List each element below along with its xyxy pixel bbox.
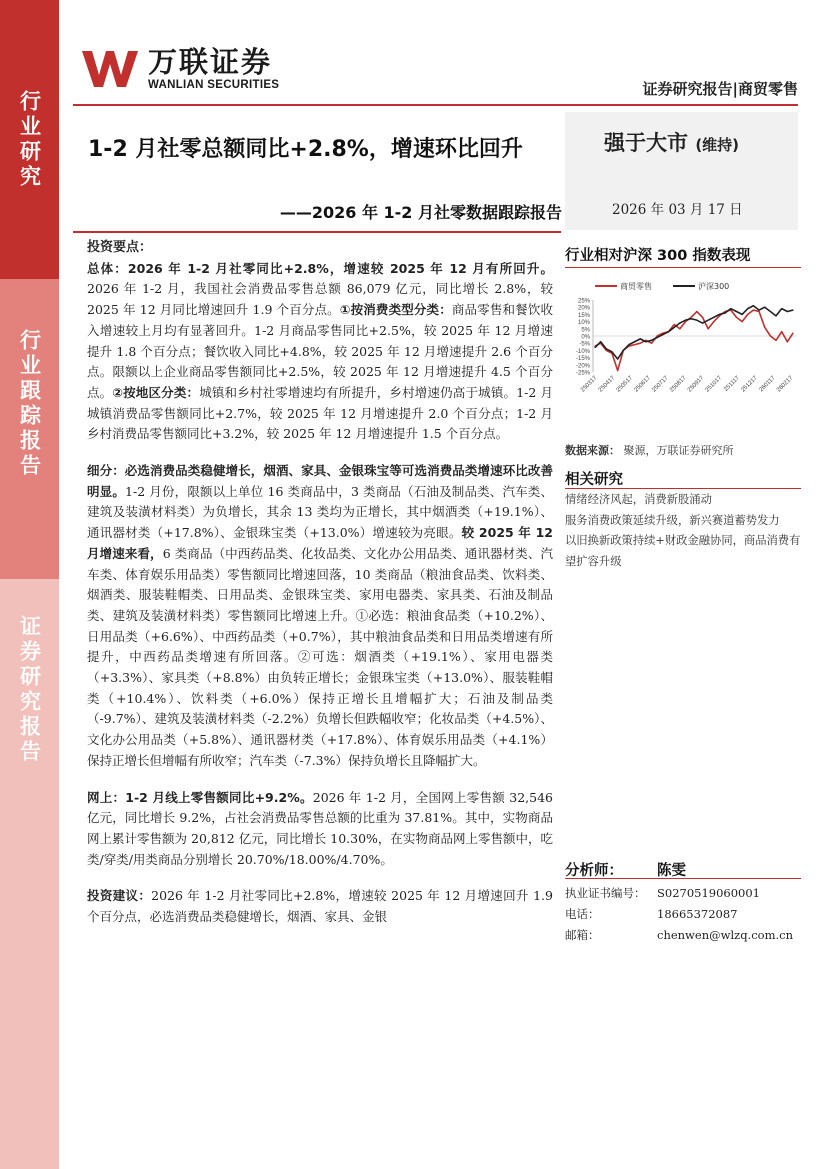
data-point — [781, 308, 782, 309]
y-tick-label: 25% — [577, 298, 590, 305]
data-point — [747, 308, 748, 309]
x-tick-label: 251017 — [704, 375, 724, 394]
y-tick-label: -25% — [575, 370, 590, 377]
x-tick-label: 250517 — [615, 375, 635, 394]
x-tick-label: 251217 — [740, 375, 759, 394]
paragraph-online — [87, 788, 553, 871]
email-address[interactable]: chenwen@wlzq.com.cn — [657, 927, 793, 942]
data-point — [674, 324, 675, 325]
x-tick-label: 250917 — [686, 375, 706, 394]
sidebar-band-label: 行业跟踪报告 — [17, 329, 42, 479]
analyst-label: 分析师： — [565, 862, 623, 879]
industry-rating — [604, 127, 739, 157]
logo-chinese-name: 万联证券 — [148, 45, 273, 79]
x-tick-label: 250417 — [597, 375, 617, 394]
related-item[interactable]: 服务消费政策延续升级，新兴赛道蓄势发力 — [565, 513, 780, 527]
online-lead: 网上：1-2 月线上零售额同比+9.2%。 — [87, 789, 313, 805]
x-tick-label: 260117 — [758, 375, 777, 394]
logo-english-name: WANLIAN SECURITIES — [148, 79, 280, 91]
data-point — [708, 320, 709, 321]
data-point — [640, 343, 641, 344]
y-tick-label: 20% — [577, 305, 590, 312]
x-axis — [580, 375, 795, 394]
y-tick-label: -10% — [575, 348, 590, 355]
rating-note: (维持) — [695, 136, 740, 154]
data-point — [679, 328, 680, 329]
paragraph-overall — [87, 259, 553, 445]
data-point — [651, 343, 652, 344]
data-point — [651, 340, 652, 341]
data-point — [736, 317, 737, 318]
related-divider — [565, 488, 801, 489]
data-point — [730, 308, 731, 309]
title-divider — [73, 231, 561, 233]
x-tick-label: 251117 — [723, 375, 741, 393]
index-performance-chart — [565, 272, 801, 432]
sidebar-band-securities-report — [0, 579, 59, 1169]
chart-source-text: 聚源，万联证券研究所 — [623, 444, 734, 457]
chart-title-divider — [565, 267, 801, 268]
report-date: 2026 年 03 月 17 日 — [612, 202, 743, 218]
segments-compare-lead: 较 2025 年 12 月增速来看， — [87, 525, 553, 561]
sidebar-band-label: 行业研究 — [17, 90, 42, 190]
paragraph-investment — [87, 886, 553, 927]
data-point — [770, 335, 771, 336]
data-point — [691, 317, 692, 318]
chart-source — [565, 442, 734, 458]
investment-lead: 投资建议： — [87, 888, 152, 904]
data-point — [719, 314, 720, 315]
data-point — [787, 341, 788, 342]
cert-number: S0270519060001 — [657, 885, 760, 900]
report-subtitle: ——2026 年 1-2 月社零数据跟踪报告 — [279, 203, 562, 222]
y-tick-label: -15% — [575, 356, 590, 363]
overall-text: 2026 年 1-2 月，我国社会消费品零售总额 86,079 亿元，同比增长 2.8%，较 2025 年 12 月同比增速回升 1.9 个百分点。 — [87, 281, 553, 318]
data-point — [674, 327, 675, 328]
data-point — [713, 321, 714, 322]
data-point — [713, 317, 714, 318]
key-points-heading: 投资要点： — [87, 240, 153, 255]
data-point — [611, 351, 612, 352]
email-label: 邮箱： — [565, 927, 600, 942]
data-point — [634, 344, 635, 345]
segments-text: 1-2 月份，限额以上单位 16 类商品中，3 类商品（石油及制品类、汽车类、建筑及装潢材料类）为负增长，其余 13 类均为正增长，其中烟酒类（+19.1%）、通讯器材类（+17.8%）、金银珠宝类（+13.0%）增速较为亮眼。 — [87, 483, 553, 541]
company-logo — [80, 47, 279, 91]
header-divider — [73, 104, 798, 106]
y-tick-label: 5% — [581, 327, 590, 334]
data-point — [770, 311, 771, 312]
data-point — [781, 331, 782, 332]
data-point — [741, 321, 742, 322]
data-point — [640, 338, 641, 339]
phone-number: 18665372087 — [657, 906, 738, 921]
consumption-type-lead: ①按消费类型分类： — [339, 302, 452, 318]
chart-title: 行业相对沪深 300 指数表现 — [565, 248, 751, 264]
analyst-block — [565, 856, 801, 945]
region-lead: ②按地区分类： — [112, 384, 200, 400]
related-item[interactable]: 以旧换新政策持续+财政金融协同，商品消费有望扩容升级 — [565, 534, 801, 568]
data-point — [668, 331, 669, 332]
segments-lead: 细分：必选消费品类稳健增长，烟酒、家具、金银珠宝等可选消费品类增速环比改善明显。 — [87, 463, 553, 499]
data-point — [634, 341, 635, 342]
data-point — [600, 341, 601, 342]
legend-label: 商贸零售 — [620, 282, 652, 291]
analyst-divider — [565, 878, 801, 879]
legend-label: 沪深300 — [698, 282, 730, 291]
data-point — [606, 348, 607, 349]
data-point — [702, 317, 703, 318]
analyst-name: 陈雯 — [657, 862, 686, 879]
y-tick-label: 10% — [577, 320, 590, 327]
consumption-type-text: 商品零售和餐饮收入增速较上月均有显著回升。1-2 月商品零售同比+2.5%，较 2025 年 12 月增速提升 1.8 个百分点；餐饮收入同比+4.8%，较 2025 年 12 月增速提升 2.6 个百分点。限额以上企业商品零售额同比+2.5%，较 2025 年 12 月增速提升 4.5 个百分点。 — [87, 302, 553, 400]
x-tick-label: 250717 — [651, 375, 670, 394]
data-point — [792, 309, 793, 310]
sidebar-band-tracking-report — [0, 279, 59, 579]
data-point — [657, 337, 658, 338]
main-body — [87, 238, 553, 928]
data-point — [645, 341, 646, 342]
y-tick-label: -5% — [579, 341, 590, 348]
data-point — [758, 309, 759, 310]
data-point — [617, 370, 618, 371]
rating-value: 强于大市 — [604, 131, 688, 155]
data-point — [775, 340, 776, 341]
data-point — [775, 315, 776, 316]
sidebar-band-label: 证券研究报告 — [17, 615, 42, 765]
sidebar-band-industry-research — [0, 0, 59, 279]
segments-compare-text: 6 类商品（中西药品类、化妆品类、文化办公用品类、通讯器材类、汽车类、体育娱乐用品类）零售额同比增速回落，10 类商品（粮油食品类、饮料类、烟酒类、服装鞋帽类、日用品类、金银珠宝类、家用电器类、家具类、石油及制品类、建筑及装潢材料类）零售额同比增速上升。①必选：粮油食品类（+10.2%）、日用品类（+6.6%）、中西药品类（+0.7%），其中粮油食品类和日用品类增速有所提升，中西药品类增速有所回落。②可选：烟酒类（+19.1%）、家用电器类（+3.3%）、家具类（+8.8%）由负转正增长；金银珠宝类（+13.0%）、服装鞋帽类（+10.4%）、饮料类（+6.0%）保持正增长且增幅扩大；石油及制品类（-9.7%）、建筑及装潢材料类（-2.2%）负增长但跌幅收窄；化妆品类（+4.5%）、文化办公用品类（+5.8%）、通讯器材类（+17.8%）、体育娱乐用品类（+4.1%）保持正增长但增幅有所收窄；汽车类（-7.3%）保持负增长且降幅扩大。 — [87, 545, 553, 768]
related-research-heading: 相关研究 — [565, 472, 623, 488]
data-point — [725, 312, 726, 313]
related-item[interactable]: 情绪经济风起，消费新股涌动 — [565, 493, 712, 506]
data-point — [753, 305, 754, 306]
y-axis — [576, 299, 797, 377]
data-point — [696, 320, 697, 321]
x-tick-label: 250817 — [669, 375, 688, 394]
data-point — [696, 311, 697, 312]
x-tick-label: 250617 — [633, 375, 652, 394]
data-point — [679, 322, 680, 323]
overall-lead: 总体：2026 年 1-2 月社零同比+2.8%，增速较 2025 年 12 月有所回升。 — [87, 260, 553, 276]
data-point — [764, 307, 765, 308]
data-point — [736, 311, 737, 312]
chart-source-label: 数据来源： — [565, 444, 620, 457]
report-type-label: 证券研究报告|商贸零售 — [642, 80, 798, 98]
y-tick-label: -20% — [575, 363, 590, 370]
region-text: 城镇和乡村社零增速均有所提升，乡村增速仍高于城镇。1-2 月城镇消费品零售额同比+2.7%，较 2025 年 12 月增速提升 2.0 个百分点；1-2 月乡村消费品零售额同比+3.2%，较 2025 年 12 月增速提升 1.5 个百分点。 — [87, 384, 553, 442]
data-point — [753, 309, 754, 310]
report-title: 1-2 月社零总额同比+2.8%，增速环比回升 — [88, 137, 523, 162]
chart-legend — [595, 281, 729, 291]
related-research-list — [565, 490, 801, 572]
data-point — [623, 350, 624, 351]
cert-label: 执业证书编号： — [565, 885, 646, 900]
data-point — [787, 311, 788, 312]
x-tick-label: 260217 — [776, 375, 795, 394]
data-point — [662, 334, 663, 335]
data-point — [758, 311, 759, 312]
wanlian-logo-icon — [80, 47, 142, 91]
data-point — [741, 314, 742, 315]
data-point — [691, 318, 692, 319]
investment-text: 2026 年 1-2 月社零同比+2.8%，增速较 2025 年 12 月增速回升 1.9 个百分点，必选消费品类稳健增长，烟酒、家具、金银 — [87, 888, 553, 925]
data-point — [685, 320, 686, 321]
data-point — [617, 358, 618, 359]
chart-series — [594, 305, 793, 371]
data-point — [708, 328, 709, 329]
data-point — [792, 333, 793, 334]
data-point — [702, 322, 703, 323]
online-text: 2026 年 1-2 月，全国网上零售额 32,546 亿元，同比增长 9.2%，占社会消费品零售总额的比重为 37.81%。其中，实物商品网上累计零售额为 20,812 亿元，同比增长 10.30%，在实物商品网上零售额中，吃类/穿类/用类商品分别增长 20.70%/18.00%/4.70%。 — [87, 789, 553, 867]
data-point — [628, 344, 629, 345]
y-tick-label: 0% — [581, 334, 590, 341]
x-tick-label: 250317 — [580, 375, 599, 394]
paragraph-segments — [87, 461, 553, 772]
y-tick-label: 15% — [577, 312, 590, 319]
data-point — [594, 347, 595, 348]
data-point — [747, 314, 748, 315]
phone-label: 电话： — [565, 906, 600, 921]
data-point — [764, 327, 765, 328]
